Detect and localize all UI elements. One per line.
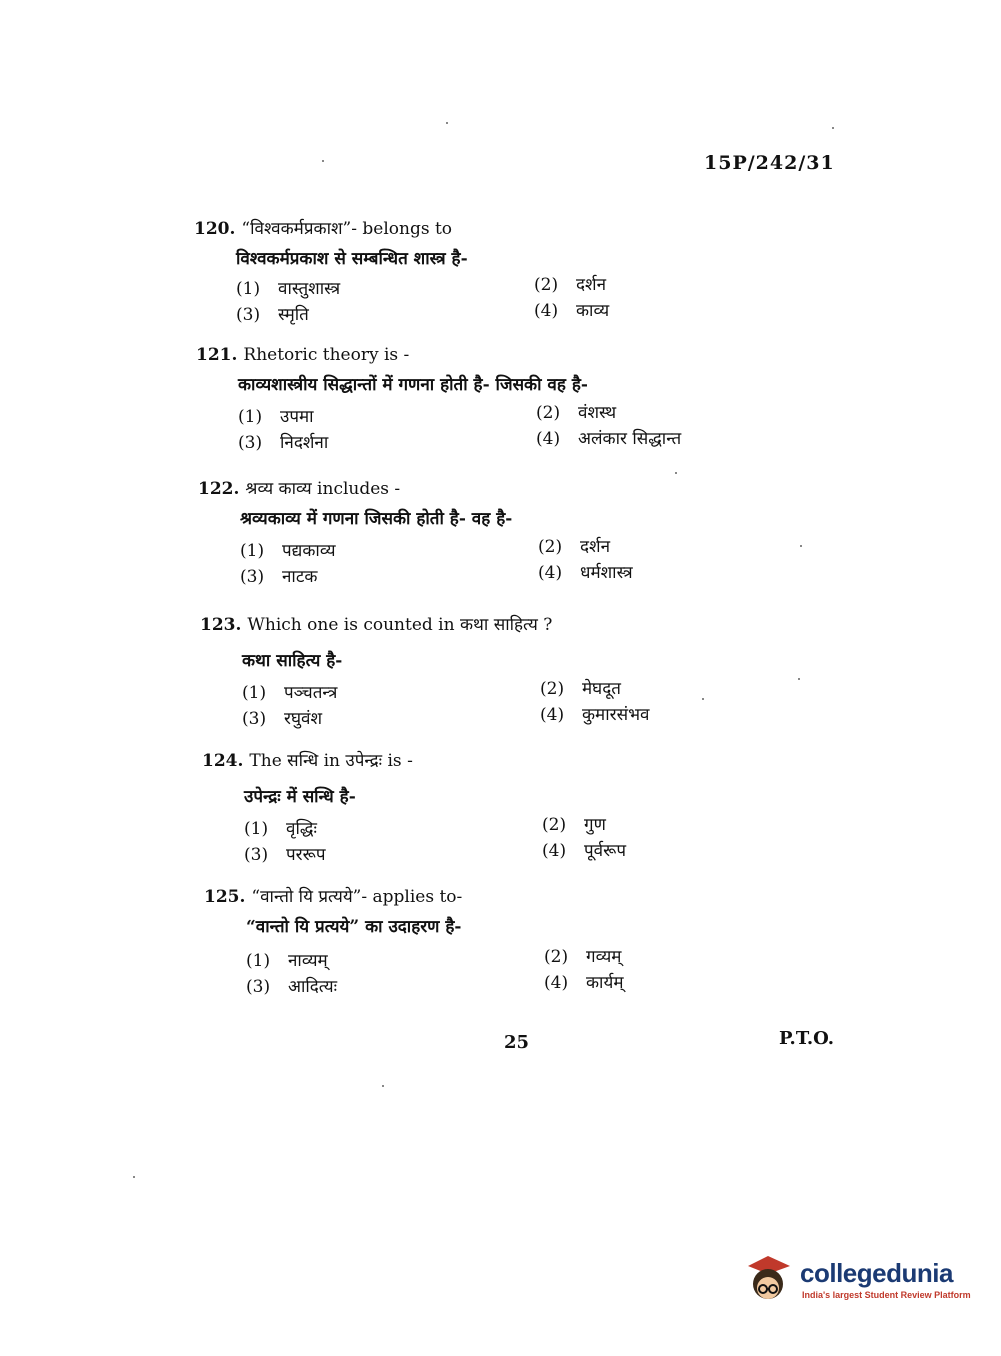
- question-number: 124.: [202, 751, 244, 771]
- question-123: [200, 610, 760, 732]
- mascot-icon: [742, 1252, 798, 1308]
- question-hindi: विश्वकर्मप्रकाश से सम्बन्धित शास्त्र है-: [236, 249, 468, 269]
- option-1: (1) उपमा: [238, 407, 314, 427]
- question-hindi: कथा साहित्य है-: [242, 651, 343, 671]
- options: [200, 676, 760, 732]
- options: [198, 534, 758, 590]
- option-4: (4) पूर्वरूप: [542, 841, 626, 861]
- option-4: (4) कुमारसंभव: [540, 705, 650, 725]
- option-1: (1) पञ्चतन्त्र: [242, 683, 338, 703]
- option-1: (1) नाव्यम्: [246, 951, 328, 971]
- options: [202, 812, 762, 868]
- option-3: (3) रघुवंश: [242, 709, 323, 729]
- option-2: (2) वंशस्थ: [536, 403, 617, 423]
- question-prompt: श्रव्य काव्य includes -: [245, 479, 401, 499]
- question-number: 122.: [198, 479, 240, 499]
- option-4: (4) कार्यम्: [544, 973, 624, 993]
- option-3: (3) आदित्यः: [246, 977, 338, 997]
- option-3: (3) पररूप: [244, 845, 326, 865]
- page-code: 15P/242/31: [704, 152, 835, 174]
- option-1: (1) वृद्धिः: [244, 819, 317, 839]
- question-prompt: Which one is counted in कथा साहित्य ?: [247, 615, 553, 635]
- question-number: 121.: [196, 345, 238, 365]
- question-prompt: “विश्वकर्मप्रकाश”- belongs to: [241, 219, 453, 239]
- option-3: (3) स्मृति: [236, 305, 309, 325]
- question-prompt: Rhetoric theory is -: [243, 345, 410, 365]
- options: [194, 274, 754, 330]
- option-2: (2) दर्शन: [534, 275, 607, 295]
- option-1: (1) पद्यकाव्य: [240, 541, 336, 561]
- question-prompt: The सन्धि in उपेन्द्रः is -: [249, 751, 413, 771]
- question-number: 123.: [200, 615, 242, 635]
- options: [204, 942, 764, 998]
- option-3: (3) निदर्शना: [238, 433, 329, 453]
- question-124: [202, 746, 762, 868]
- option-4: (4) काव्य: [534, 301, 610, 321]
- question-120: [194, 214, 754, 330]
- option-2: (2) दर्शन: [538, 537, 611, 557]
- question-122: [198, 474, 758, 590]
- question-hindi: काव्यशास्त्रीय सिद्धान्तों में गणना होती है- जिसकी वह है-: [238, 375, 588, 395]
- question-number: 125.: [204, 887, 246, 907]
- collegedunia-logo[interactable]: [742, 1252, 972, 1312]
- question-125: [204, 882, 764, 998]
- option-4: (4) धर्मशास्त्र: [538, 563, 633, 583]
- question-hindi: उपेन्द्रः में सन्धि है-: [244, 787, 356, 807]
- option-1: (1) वास्तुशास्त्र: [236, 279, 341, 299]
- option-3: (3) नाटक: [240, 567, 318, 587]
- option-2: (2) गुण: [542, 815, 606, 835]
- question-prompt: “वान्तो यि प्रत्यये”- applies to-: [251, 887, 463, 907]
- question-hindi: श्रव्यकाव्य में गणना जिसकी होती है- वह है-: [240, 509, 513, 529]
- options: [196, 400, 756, 456]
- option-4: (4) अलंकार सिद्धान्त: [536, 429, 682, 449]
- question-hindi: “वान्तो यि प्रत्यये” का उदाहरण है-: [246, 917, 462, 937]
- option-2: (2) मेघदूत: [540, 679, 621, 699]
- pto-label: P.T.O.: [779, 1028, 835, 1049]
- option-2: (2) गव्यम्: [544, 947, 622, 967]
- logo-wordmark: collegedunia: [800, 1258, 953, 1288]
- question-121: [196, 340, 756, 456]
- question-number: 120.: [194, 219, 236, 239]
- logo-tagline: India's largest Student Review Platform: [802, 1290, 971, 1300]
- page-number: 25: [504, 1032, 530, 1053]
